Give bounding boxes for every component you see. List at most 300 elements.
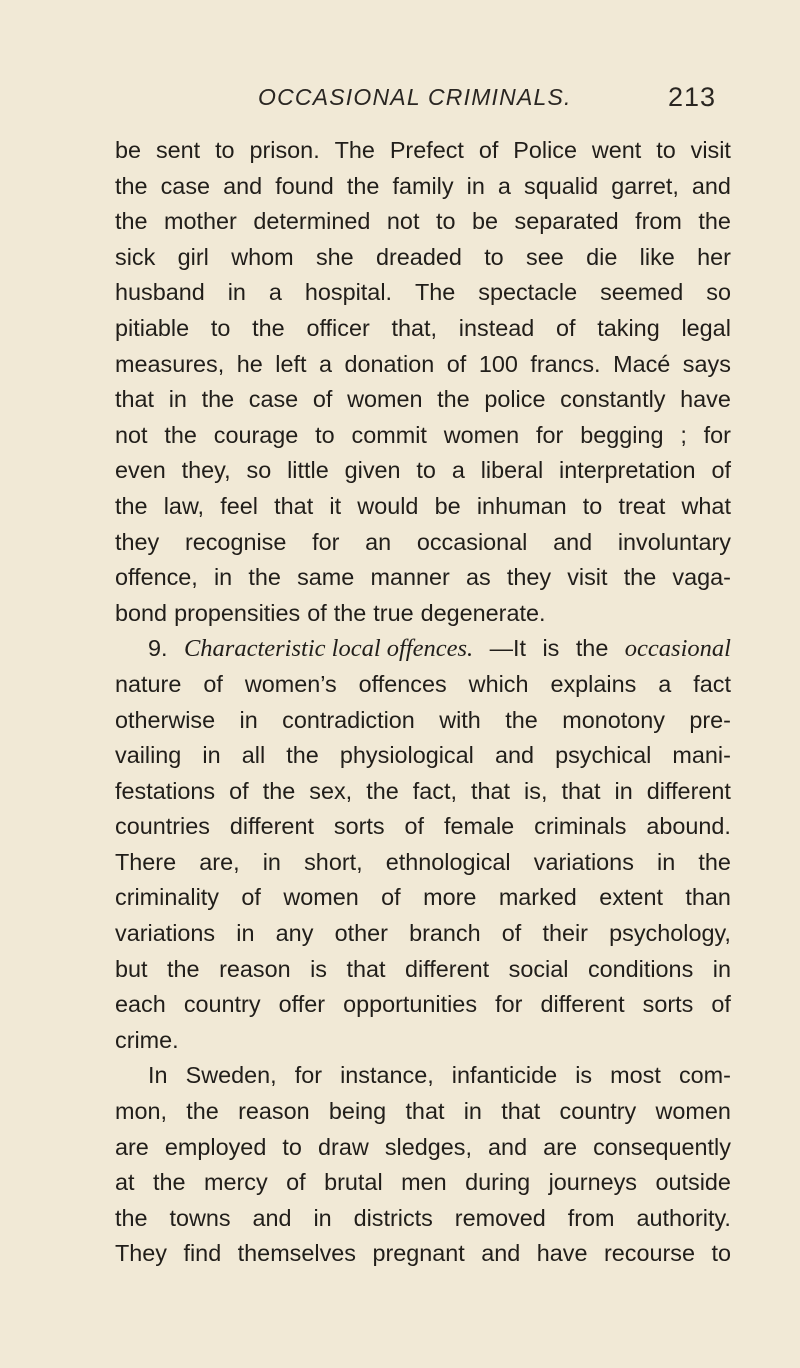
word: women’s xyxy=(244,670,337,697)
word: sorts xyxy=(642,991,694,1018)
word: of xyxy=(229,777,249,804)
word: not xyxy=(386,208,420,235)
word: like xyxy=(639,243,675,270)
text-line xyxy=(115,1236,731,1272)
word: her xyxy=(697,243,731,270)
word: that xyxy=(405,1098,445,1125)
word: propensities xyxy=(174,599,301,626)
text-line xyxy=(115,240,731,276)
text-line xyxy=(115,738,731,774)
word: all xyxy=(241,742,266,769)
word: officer xyxy=(306,314,370,341)
word: of xyxy=(501,920,522,947)
word: from xyxy=(567,1204,615,1231)
word: different xyxy=(405,955,490,982)
word: of xyxy=(203,670,223,697)
word: monotony xyxy=(562,706,665,733)
text-line xyxy=(115,1094,731,1130)
word: consequently xyxy=(593,1133,731,1160)
word: a xyxy=(497,172,511,199)
word: countries xyxy=(115,813,210,840)
word: country xyxy=(183,991,261,1018)
word: vailing xyxy=(115,742,182,769)
text-line xyxy=(115,560,731,596)
word: instead xyxy=(458,314,535,341)
word: be xyxy=(472,208,499,235)
word: sledges, xyxy=(384,1133,472,1160)
word: to xyxy=(656,137,676,163)
word: pitiable xyxy=(115,314,190,341)
text-line xyxy=(115,275,731,311)
word: he xyxy=(236,350,263,377)
word: reason xyxy=(238,1098,310,1125)
word: donation xyxy=(344,350,435,377)
word: of xyxy=(241,884,261,911)
italic-phrase: occasional xyxy=(624,635,731,663)
word: courage xyxy=(213,421,299,448)
word: social xyxy=(508,955,569,982)
word: of xyxy=(711,991,731,1018)
word: variations xyxy=(533,848,634,875)
word: that xyxy=(561,777,601,804)
word: to xyxy=(210,314,231,341)
word: infanticide xyxy=(451,1062,558,1089)
word: even xyxy=(115,457,166,484)
word: legal xyxy=(681,314,731,341)
word: more xyxy=(423,884,477,911)
word: the xyxy=(698,848,731,875)
word: districts xyxy=(353,1204,433,1231)
word: that, xyxy=(391,314,438,341)
word: sex, xyxy=(309,777,353,804)
text-line xyxy=(115,418,731,454)
word: not xyxy=(115,421,148,448)
word: for xyxy=(495,991,523,1018)
word: have xyxy=(680,386,731,413)
word: brutal xyxy=(324,1169,383,1196)
word: is, xyxy=(524,777,548,804)
text-line xyxy=(115,1201,731,1237)
word: being xyxy=(328,1098,387,1125)
word: the xyxy=(115,208,148,235)
word: girl xyxy=(177,243,209,270)
word: pregnant xyxy=(372,1240,465,1267)
word: left xyxy=(275,350,307,377)
word: visit xyxy=(567,564,608,591)
word: francs. xyxy=(530,350,601,377)
word: prison. xyxy=(249,137,320,163)
word: There xyxy=(115,848,177,875)
text-line xyxy=(115,1023,731,1059)
word: that xyxy=(274,492,314,519)
word: pre- xyxy=(689,706,731,733)
word: that xyxy=(471,777,511,804)
text-line xyxy=(115,204,731,240)
word: towns xyxy=(169,1204,231,1231)
word: recognise xyxy=(184,528,287,555)
word: that xyxy=(115,386,155,413)
word: different xyxy=(540,991,625,1018)
word: but xyxy=(115,955,148,982)
word: involuntary xyxy=(617,528,731,555)
word: of xyxy=(286,1169,306,1196)
word: instance, xyxy=(340,1062,434,1089)
word: country xyxy=(559,1098,637,1125)
word: criminals xyxy=(534,813,627,840)
word: different xyxy=(229,813,314,840)
word: spectacle xyxy=(478,279,578,306)
word: their xyxy=(542,920,588,947)
word: sick xyxy=(115,243,156,270)
word: the xyxy=(152,1169,186,1196)
word: to xyxy=(582,492,603,519)
word: manner xyxy=(370,564,450,591)
text-line xyxy=(115,311,731,347)
word: is xyxy=(542,635,560,662)
word: branch xyxy=(409,920,481,947)
word: sorts xyxy=(333,813,385,840)
word: recourse xyxy=(603,1240,695,1267)
word: opportunities xyxy=(343,991,478,1018)
word: In xyxy=(148,1062,168,1089)
word: be xyxy=(115,137,142,163)
word: variations xyxy=(115,920,216,947)
text-line xyxy=(115,1165,731,1201)
word: went xyxy=(591,137,642,163)
word: they xyxy=(115,528,160,555)
text-line xyxy=(115,631,731,667)
word: the xyxy=(252,314,285,341)
word: the xyxy=(505,706,538,733)
word: the xyxy=(164,421,197,448)
word: seemed xyxy=(600,279,684,306)
text-line xyxy=(115,453,731,489)
word: are xyxy=(115,1133,149,1160)
word: to xyxy=(416,457,436,484)
word: in xyxy=(239,706,258,733)
word: and xyxy=(223,172,263,199)
text-line xyxy=(115,880,731,916)
word: of xyxy=(312,386,333,413)
word: in xyxy=(466,172,485,199)
word: given xyxy=(344,457,401,484)
word: from xyxy=(635,208,682,235)
word: are xyxy=(543,1133,577,1160)
word: removed xyxy=(454,1204,546,1231)
word: an xyxy=(365,528,392,555)
word: a xyxy=(451,457,465,484)
word: to xyxy=(282,1133,302,1160)
word: mercy xyxy=(203,1169,268,1196)
word: that xyxy=(346,955,386,982)
word: to xyxy=(315,421,335,448)
word: husband xyxy=(115,279,205,306)
word: ; xyxy=(680,421,687,448)
word: com- xyxy=(678,1062,731,1089)
word: they, xyxy=(181,457,231,484)
word: fact, xyxy=(412,777,457,804)
word: mani- xyxy=(672,742,731,769)
word: festations xyxy=(115,777,216,804)
word: men xyxy=(401,1169,447,1196)
word: the xyxy=(115,492,148,519)
word: is xyxy=(575,1062,593,1089)
word: a xyxy=(268,279,282,306)
running-head: OCCASIONAL CRIMINALS. xyxy=(258,84,572,110)
word: found xyxy=(275,172,334,199)
word: for xyxy=(536,421,564,448)
word: case xyxy=(160,172,211,199)
text-line xyxy=(115,774,731,810)
word: explains xyxy=(550,670,637,697)
word: outside xyxy=(655,1169,731,1196)
text-line xyxy=(115,489,731,525)
word: the xyxy=(186,1098,219,1125)
word: different xyxy=(646,777,731,804)
word: case xyxy=(248,386,299,413)
word: of xyxy=(381,884,401,911)
word: mon, xyxy=(115,1098,168,1125)
word: of xyxy=(446,350,467,377)
word: of xyxy=(556,314,576,341)
word: die xyxy=(586,243,618,270)
word: and xyxy=(481,1240,521,1267)
word: for xyxy=(294,1062,322,1089)
word: of xyxy=(711,457,731,484)
word: in xyxy=(313,1204,332,1231)
word: any xyxy=(275,920,314,947)
word: abound. xyxy=(646,813,731,840)
text-line xyxy=(115,952,731,988)
word: journeys xyxy=(548,1169,638,1196)
word: reason xyxy=(219,955,291,982)
word: and xyxy=(488,1133,528,1160)
word: the xyxy=(333,599,367,626)
word: as xyxy=(465,564,491,591)
word: would xyxy=(357,492,419,519)
word: in xyxy=(236,920,255,947)
word: to xyxy=(484,243,504,270)
word: vaga- xyxy=(672,564,731,591)
text-line xyxy=(115,809,731,845)
word: of xyxy=(404,813,425,840)
word: a xyxy=(658,670,672,697)
word: treat xyxy=(618,492,666,519)
word: the xyxy=(115,172,148,199)
word: taking xyxy=(597,314,660,341)
word: each xyxy=(115,991,166,1018)
word: offence, xyxy=(115,564,198,591)
word: in xyxy=(712,955,731,982)
word: a xyxy=(318,350,332,377)
word: with xyxy=(439,706,481,733)
word: ethnological xyxy=(385,848,511,875)
word: interpretation xyxy=(559,457,696,484)
word: to xyxy=(215,137,235,163)
word: in xyxy=(463,1098,482,1125)
word: conditions xyxy=(587,955,694,982)
text-line xyxy=(115,1130,731,1166)
word: themselves xyxy=(237,1240,356,1267)
word: is xyxy=(310,955,327,982)
page-header xyxy=(0,84,800,124)
text-line xyxy=(115,382,731,418)
word: see xyxy=(526,243,564,270)
word: degenerate. xyxy=(420,599,546,626)
word: women xyxy=(655,1098,731,1125)
word: crime. xyxy=(115,1026,179,1053)
word: other xyxy=(334,920,388,947)
text-line xyxy=(115,525,731,561)
word: dreaded xyxy=(376,243,462,270)
word: authority. xyxy=(636,1204,731,1231)
word: law, xyxy=(163,492,205,519)
word: marked xyxy=(498,884,577,911)
word: which xyxy=(468,670,529,697)
word: so xyxy=(246,457,272,484)
word: short, xyxy=(304,848,363,875)
word: so xyxy=(706,279,731,306)
word: in xyxy=(168,386,187,413)
word: in xyxy=(227,279,246,306)
word: have xyxy=(536,1240,588,1267)
word: garret, xyxy=(611,172,679,199)
word: to xyxy=(711,1240,731,1267)
text-line xyxy=(115,347,731,383)
text-line xyxy=(115,1058,731,1094)
word: separated xyxy=(514,208,619,235)
word: that xyxy=(501,1098,541,1125)
word: offences xyxy=(358,670,447,697)
word: commit xyxy=(351,421,427,448)
word: the xyxy=(286,742,319,769)
word: fact xyxy=(693,670,731,697)
word: are, xyxy=(199,848,240,875)
word: most xyxy=(610,1062,661,1089)
word: and xyxy=(553,528,593,555)
page-number: 213 xyxy=(668,82,717,112)
word: it xyxy=(329,492,342,519)
word: and xyxy=(691,172,731,199)
word: otherwise xyxy=(115,706,216,733)
word: same xyxy=(297,564,355,591)
text-line xyxy=(115,987,731,1023)
word: Prefect xyxy=(389,137,464,163)
text-line xyxy=(115,133,731,169)
word: contradiction xyxy=(282,706,415,733)
word: in xyxy=(657,848,676,875)
word: the xyxy=(623,564,657,591)
word: in xyxy=(614,777,633,804)
word: of xyxy=(307,599,327,626)
word: whom xyxy=(231,243,294,270)
word: Macé xyxy=(613,350,671,377)
word: extent xyxy=(599,884,663,911)
word: says xyxy=(682,350,731,377)
text-line xyxy=(115,916,731,952)
word: criminality xyxy=(115,884,219,911)
word: the xyxy=(262,777,296,804)
word: to xyxy=(435,208,456,235)
word: The xyxy=(334,137,375,163)
word: of xyxy=(478,137,499,163)
word: physiological xyxy=(339,742,474,769)
word: be xyxy=(434,492,461,519)
word: Police xyxy=(513,137,577,163)
word: in xyxy=(213,564,233,591)
word: —It xyxy=(489,635,526,662)
word: the xyxy=(201,386,235,413)
word: in xyxy=(202,742,221,769)
word: employed xyxy=(164,1133,267,1160)
word: little xyxy=(287,457,329,484)
word: female xyxy=(443,813,515,840)
word: liberal xyxy=(480,457,544,484)
word: mother xyxy=(164,208,237,235)
word: offer xyxy=(278,991,325,1018)
word: psychical xyxy=(555,742,652,769)
word: women xyxy=(283,884,359,911)
word: feel xyxy=(220,492,258,519)
text-line xyxy=(115,845,731,881)
word: The xyxy=(414,279,456,306)
word: visit xyxy=(690,137,731,163)
word: than xyxy=(685,884,731,911)
word: police xyxy=(484,386,546,413)
word: occasional xyxy=(416,528,528,555)
word: begging xyxy=(580,421,664,448)
word: the xyxy=(437,386,470,413)
word: family xyxy=(392,172,454,199)
word: the xyxy=(115,1204,148,1231)
word: in xyxy=(262,848,281,875)
word: for xyxy=(312,528,340,555)
word: and xyxy=(494,742,534,769)
word: the xyxy=(698,208,731,235)
word: measures, xyxy=(115,350,225,377)
word: find xyxy=(183,1240,222,1267)
word: They xyxy=(115,1240,168,1267)
word: true xyxy=(373,599,414,626)
word: 100 xyxy=(478,350,518,377)
word: nature xyxy=(115,670,182,697)
word: Sweden, xyxy=(185,1062,277,1089)
word: draw xyxy=(318,1133,369,1160)
word: women xyxy=(443,421,520,448)
word: the xyxy=(248,564,281,591)
word: the xyxy=(346,172,380,199)
word: for xyxy=(703,421,731,448)
word: the xyxy=(167,955,200,982)
text-line xyxy=(115,703,731,739)
word: 9. xyxy=(148,635,168,662)
word: the xyxy=(575,635,609,662)
word: at xyxy=(115,1169,135,1196)
text-line xyxy=(115,667,731,703)
word: inhuman xyxy=(476,492,567,519)
text-line xyxy=(115,169,731,205)
text-line xyxy=(115,596,731,632)
body-text xyxy=(115,133,731,1272)
word: the xyxy=(366,777,399,804)
word: constantly xyxy=(560,386,666,413)
word: hospital. xyxy=(304,279,393,306)
word: what xyxy=(681,492,731,519)
word: and xyxy=(252,1204,292,1231)
word: bond xyxy=(115,599,168,626)
word: they xyxy=(506,564,552,591)
word: sent xyxy=(155,137,201,163)
